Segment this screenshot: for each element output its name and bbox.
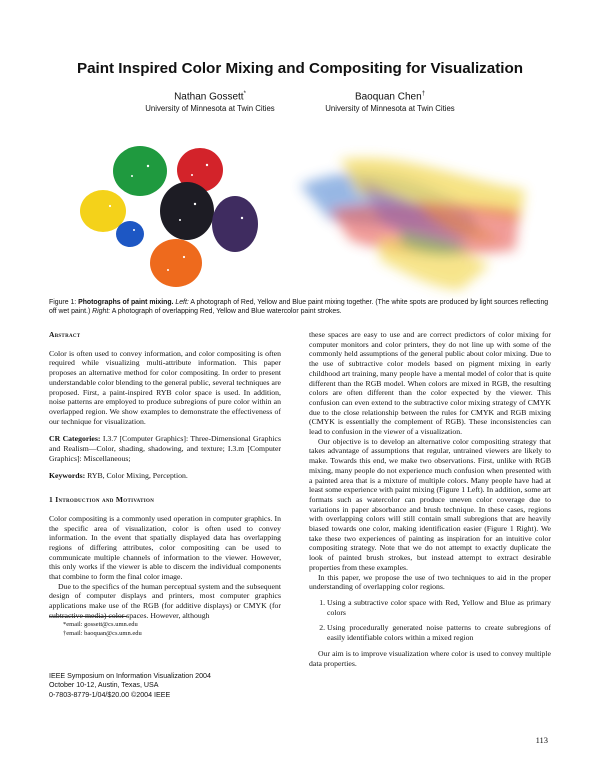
page-number: 113 [535, 735, 548, 745]
yellow-paint-blob [80, 190, 126, 232]
footnotes [49, 620, 281, 638]
figure-1 [0, 140, 600, 300]
right-paragraph-1: these spaces are easy to use and are correct predictors of color mixing for computer monitors and color printers, they do not line up with some of the commonly held assumptions of the general public about color mixing. Due to the use of subtractive color models based on pigment mixing in early childhood art training, many people have a mental model of color that is quite different than the RGB model. When colors are mixed in RGB, the resulting colors are often different than the color expected by the viewer. This confusion can even extend to the subtractive color mixing strategy of CMYK due to the close relationship between the rules for CMYK and RGB mixing (CMYK is essentially the complement of RGB). These inconsistencies can lead to confusion in the viewer of a visualization. [309, 330, 551, 437]
cr-label: CR Categories: [49, 434, 101, 444]
keywords-label: Keywords: [49, 471, 86, 481]
paper-title: Paint Inspired Color Mixing and Compositing for Visualization [76, 60, 524, 77]
caption-bold: Photographs of paint mixing. [78, 299, 174, 306]
left-column [49, 330, 281, 621]
abstract-text: Color is often used to convey information, and color compositing is often required while visualizing multi-attribute information. This paper proposes an alternative method for color compositing. In order to present understandable color blending to the general public, several techniques are proposed. First, a paint-inspired RYB color space is used. In addition, noise patterns are employed to produce subregions of pure color within an overlapped region. We show examples to demonstrate the effectiveness of our technique for visualization. [49, 348, 281, 426]
footnote-2: †email: baoquan@cs.umn.edu [63, 630, 142, 637]
caption-right-label: Right: [92, 308, 111, 316]
right-column [309, 330, 551, 668]
abstract-heading: Abstract [49, 330, 81, 339]
conference-line-1: IEEE Symposium on Information Visualization 2004 [49, 672, 211, 680]
green-paint-blob [113, 146, 167, 196]
keywords [49, 471, 281, 481]
list-item: 2. Using procedurally generated noise patterns to create subregions of easily identifiable colors within a mixed region [327, 623, 551, 642]
right-paragraph-4: Our aim is to improve visualization where color is used to convey multiple data properties. [309, 648, 551, 668]
blue-paint-blob [116, 221, 144, 247]
conference-line-3: 0-7803-8779-1/04/$20.00 ©2004 IEEE [49, 690, 171, 699]
cr-text: I.3.7 [Computer Graphics]: Three-Dimensional Graphics and Realism—Color, shading, shadowing, and texture; I.3.m [Computer Graphics]: Miscellaneous; [49, 434, 281, 463]
caption-right-text: A photograph of overlapping Red, Yellow and Blue watercolor paint strokes. [111, 308, 342, 316]
author-1-name: Nathan Gossett [174, 91, 244, 103]
caption-left-label: Left: [175, 299, 189, 306]
right-paragraph-3: In this paper, we propose the use of two techniques to aid in the proper understanding of overlapping color regions. [309, 572, 551, 592]
author-1-affiliation: University of Minnesota at Twin Cities [145, 104, 275, 114]
section-1-heading: 1 Introduction and Motivation [49, 495, 155, 505]
list-item: 1. Using a subtractive color space with Red, Yellow and Blue as primary colors [327, 598, 551, 617]
footnote-1: *email: gossett@cs.umn.edu [63, 621, 138, 628]
author-1-mark: * [243, 91, 246, 97]
technique-list [309, 598, 551, 643]
caption-label: Figure 1: [49, 299, 77, 306]
author-2 [270, 88, 510, 115]
figure-1-caption [49, 298, 552, 317]
orange-paint-blob [150, 239, 202, 287]
paint-blobs-photo [80, 146, 258, 287]
keywords-text: RYB, Color Mixing, Perception. [87, 471, 188, 481]
section-1-paragraph-2: Due to the specifics of the human perceptual system and the subsequent design of computer displays and printers, most computer graphics applications make use of the RGB (for additive displays) or CMYK (for subtractive media) color spaces. However, although [49, 581, 281, 620]
author-2-mark: † [421, 91, 426, 97]
conference-info [49, 672, 211, 700]
author-2-affiliation: University of Minnesota at Twin Cities [325, 104, 455, 114]
cr-categories [49, 434, 281, 463]
caption-left-text: A photograph of Red, Yellow and Blue paint mixing together. (The white spots are produced by light sources reflecting off wet paint.) [49, 299, 549, 316]
right-paragraph-2: Our objective is to develop an alternative color compositing strategy that takes advantage of assumptions that regular, untrained viewers are likely to make. Towards this end, we make two observations. First, unlike with RGB mixing, many people do not experience much confusion when presented with a painted area that is a mixture of multiple colors. Many people have had at least some experience with paint mixing (Figure 1 Left). In addition, some art formats such as watercolor can produce uneven color coverage due to variations in paper absorbance and brush technique. In these cases, regions with overlapping colors will still contain small subregions that are heavily biased towards one color, making identification easier (Figure 1 Right). We take these two experiences of painting as inspiration for an intuitive color compositing strategy. Note that we do not attempt to exactly duplicate the look of painted brush strokes, but instead attempt to extract desirable properties from these examples. [309, 436, 551, 572]
watercolor-strokes-photo [300, 158, 525, 290]
conference-line-2: October 10-12, Austin, Texas, USA [49, 681, 159, 690]
footnote-rule [49, 616, 127, 617]
purple-paint-blob [212, 196, 258, 252]
section-1-paragraph-1: Color compositing is a commonly used operation in computer graphics. In the specific area of visualization, color is often used to convey information. In the event that spatially displayed data has overlapping regions of differing attributes, color compositing can be used to communicate multiple channels of information to the viewer. However, this only works if the viewer is able to discern the individual components that combine to form the final color image. [49, 513, 281, 582]
dark-paint-blob [160, 182, 214, 240]
author-2-name: Baoquan Chen [354, 91, 422, 103]
